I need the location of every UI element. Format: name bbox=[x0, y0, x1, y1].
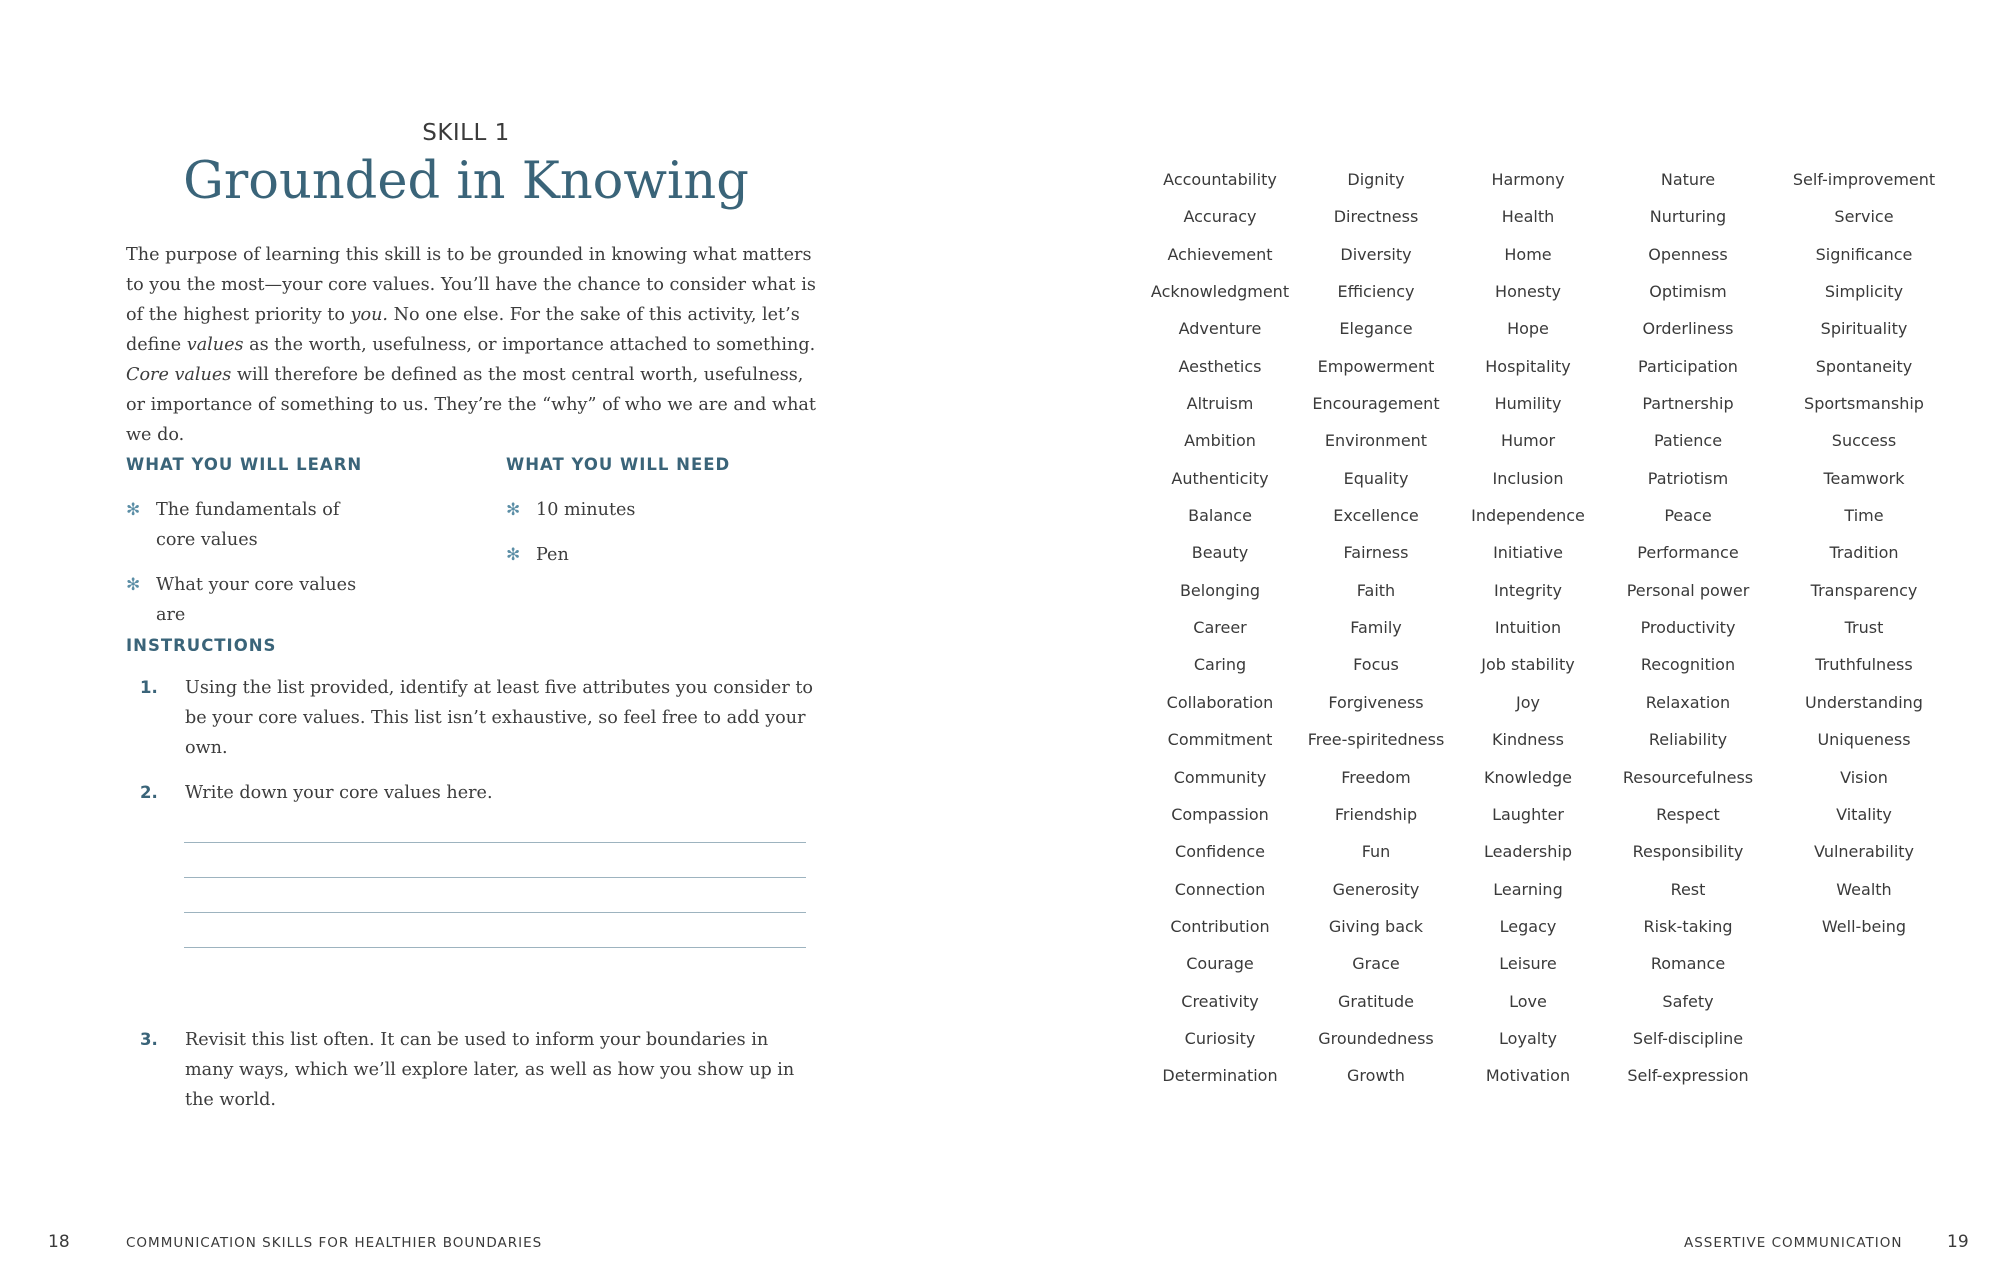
value-item: Aesthetics bbox=[1178, 356, 1262, 376]
value-item: Faith bbox=[1356, 580, 1396, 600]
value-item: Dignity bbox=[1347, 170, 1405, 189]
value-item: Vision bbox=[1840, 767, 1888, 787]
value-item: Adventure bbox=[1178, 319, 1262, 339]
value-item: Empowerment bbox=[1317, 356, 1435, 376]
step-item: 3. Revisit this list often. It can be used to inform your boundaries in many ways, which we’ll explore later, as well as how you show up in the world. bbox=[140, 1030, 795, 1110]
value-item: Uniqueness bbox=[1817, 730, 1911, 750]
value-item: Curiosity bbox=[1184, 1028, 1256, 1048]
learn-list bbox=[126, 495, 386, 630]
value-item: Diversity bbox=[1340, 244, 1412, 264]
value-item: Tradition bbox=[1829, 543, 1899, 563]
value-item: Hope bbox=[1507, 319, 1549, 339]
value-item: Respect bbox=[1656, 804, 1720, 824]
asterisk-icon: ✻ bbox=[126, 500, 141, 520]
value-item: Career bbox=[1193, 618, 1247, 638]
value-item: Connection bbox=[1174, 879, 1266, 899]
page-number: 19 bbox=[1947, 1232, 1969, 1252]
value-item: Forgiveness bbox=[1328, 692, 1424, 712]
value-item: Grace bbox=[1352, 954, 1400, 974]
value-item: Resourcefulness bbox=[1622, 767, 1754, 787]
value-item: Compassion bbox=[1171, 804, 1269, 824]
value-item: Initiative bbox=[1493, 543, 1563, 563]
intro-paragraph: The purpose of learning this skill is to be grounded in knowing what matters to you the most—your core values. You’ll have the chance to consider what is of the highest priority to you. No one else. For the sake of this activity, let’s define values as the worth, usefulness, or importance attached to something. Core values will therefore be defined as the most central worth, usefulness, or importance of something to us. They’re the “why” of who we are and what we do. bbox=[126, 245, 816, 445]
value-item: Self-discipline bbox=[1632, 1028, 1744, 1048]
list-item: ✻ 10 minutes bbox=[506, 495, 806, 525]
value-item: Truthfulness bbox=[1815, 655, 1913, 675]
value-item: Free-spiritedness bbox=[1307, 730, 1445, 750]
instructions-heading: INSTRUCTIONS bbox=[126, 636, 277, 655]
writing-line bbox=[184, 843, 806, 878]
step-item: 2. Write down your core values here. bbox=[140, 783, 493, 803]
value-item: Romance bbox=[1650, 954, 1726, 974]
value-item: Time bbox=[1844, 506, 1884, 526]
list-item: ✻ Pen bbox=[506, 540, 806, 570]
value-item: Leadership bbox=[1484, 842, 1572, 862]
value-item: Self-improvement bbox=[1792, 170, 1936, 189]
value-item: Personal power bbox=[1626, 580, 1750, 600]
value-item: Partnership bbox=[1642, 394, 1734, 414]
value-item: Loyalty bbox=[1499, 1028, 1557, 1048]
value-item: Patriotism bbox=[1647, 468, 1729, 488]
value-item: Laughter bbox=[1492, 804, 1564, 824]
value-item: Nurturing bbox=[1649, 207, 1727, 227]
value-item: Independence bbox=[1471, 506, 1585, 526]
value-item: Recognition bbox=[1640, 655, 1736, 675]
value-item: Reliability bbox=[1648, 730, 1728, 750]
value-item: Nature bbox=[1660, 170, 1716, 189]
value-item: Ambition bbox=[1184, 431, 1256, 451]
value-item: Focus bbox=[1353, 655, 1399, 675]
value-item: Hospitality bbox=[1485, 356, 1571, 376]
running-head: ASSERTIVE COMMUNICATION bbox=[1684, 1235, 1903, 1251]
value-item: Caring bbox=[1193, 655, 1247, 675]
value-item: Excellence bbox=[1333, 506, 1419, 526]
value-item: Growth bbox=[1347, 1066, 1405, 1086]
value-item: Honesty bbox=[1495, 282, 1561, 302]
value-item: Service bbox=[1834, 207, 1894, 227]
asterisk-icon: ✻ bbox=[126, 575, 141, 595]
value-item: Motivation bbox=[1485, 1066, 1571, 1086]
learn-heading: WHAT YOU WILL LEARN bbox=[126, 455, 363, 474]
value-item: Peace bbox=[1664, 506, 1712, 526]
value-item: Elegance bbox=[1339, 319, 1413, 339]
list-item: ✻ What your core values are bbox=[126, 570, 386, 630]
value-item: Efficiency bbox=[1337, 282, 1415, 302]
page-title: Grounded in Knowing bbox=[183, 152, 749, 211]
value-item: Freedom bbox=[1341, 767, 1411, 787]
value-item: Risk-taking bbox=[1643, 916, 1733, 936]
values-column bbox=[1604, 169, 1772, 1103]
value-item: Humor bbox=[1500, 431, 1556, 451]
need-heading: WHAT YOU WILL NEED bbox=[506, 455, 731, 474]
value-item: Confidence bbox=[1175, 842, 1265, 862]
value-item: Balance bbox=[1188, 506, 1252, 526]
values-list bbox=[1140, 169, 1956, 1103]
value-item: Friendship bbox=[1334, 804, 1418, 824]
value-item: Success bbox=[1831, 431, 1897, 451]
list-item: ✻ The fundamentals of core values bbox=[126, 495, 386, 555]
value-item: Job stability bbox=[1481, 655, 1575, 675]
page-number: 18 bbox=[48, 1232, 70, 1252]
value-item: Well-being bbox=[1821, 916, 1907, 936]
value-item: Significance bbox=[1815, 244, 1913, 264]
value-item: Transparency bbox=[1810, 580, 1918, 600]
value-item: Inclusion bbox=[1492, 468, 1564, 488]
writing-line bbox=[184, 913, 806, 948]
writing-line bbox=[184, 808, 806, 843]
value-item: Family bbox=[1350, 618, 1402, 638]
value-item: Kindness bbox=[1492, 730, 1564, 750]
value-item: Vulnerability bbox=[1813, 842, 1915, 862]
step-item: 1. Using the list provided, identify at least five attributes you consider to be your core values. This list isn’t exhaustive, so feel free to add your own. bbox=[140, 678, 813, 758]
value-item: Understanding bbox=[1805, 692, 1923, 712]
value-item: Encouragement bbox=[1312, 394, 1440, 414]
value-item: Simplicity bbox=[1824, 282, 1904, 302]
value-item: Orderliness bbox=[1642, 319, 1734, 339]
value-item: Teamwork bbox=[1823, 468, 1905, 488]
value-item: Accountability bbox=[1163, 170, 1277, 189]
value-item: Determination bbox=[1162, 1066, 1278, 1086]
value-item: Knowledge bbox=[1484, 767, 1572, 787]
value-item: Beauty bbox=[1191, 543, 1249, 563]
value-item: Equality bbox=[1343, 468, 1409, 488]
value-item: Joy bbox=[1516, 692, 1540, 712]
value-item: Directness bbox=[1333, 207, 1419, 227]
value-item: Fairness bbox=[1343, 543, 1409, 563]
value-item: Trust bbox=[1844, 618, 1884, 638]
value-item: Leisure bbox=[1499, 954, 1557, 974]
writing-line bbox=[184, 878, 806, 913]
value-item: Learning bbox=[1493, 879, 1563, 899]
value-item: Giving back bbox=[1328, 916, 1424, 936]
value-item: Spirituality bbox=[1820, 319, 1908, 339]
running-head: COMMUNICATION SKILLS FOR HEALTHIER BOUNDARIES bbox=[126, 1235, 543, 1251]
value-item: Participation bbox=[1638, 356, 1738, 376]
value-item: Collaboration bbox=[1166, 692, 1274, 712]
value-item: Altruism bbox=[1186, 394, 1254, 414]
value-item: Home bbox=[1504, 244, 1552, 264]
value-item: Acknowledgment bbox=[1150, 282, 1290, 302]
value-item: Legacy bbox=[1499, 916, 1557, 936]
values-column bbox=[1452, 169, 1604, 1103]
value-item: Sportsmanship bbox=[1804, 394, 1924, 414]
value-item: Gratitude bbox=[1338, 991, 1414, 1011]
value-item: Community bbox=[1173, 767, 1267, 787]
value-item: Commitment bbox=[1167, 730, 1273, 750]
value-item: Relaxation bbox=[1645, 692, 1731, 712]
values-column bbox=[1772, 169, 1956, 1103]
value-item: Openness bbox=[1648, 244, 1728, 264]
value-item: Generosity bbox=[1332, 879, 1420, 899]
value-item: Harmony bbox=[1491, 170, 1565, 189]
value-item: Belonging bbox=[1179, 580, 1261, 600]
value-item: Contribution bbox=[1170, 916, 1270, 936]
values-column bbox=[1140, 169, 1300, 1103]
right-page bbox=[1000, 0, 2000, 1283]
value-item: Intuition bbox=[1494, 618, 1562, 638]
value-item: Health bbox=[1501, 207, 1555, 227]
asterisk-icon: ✻ bbox=[506, 545, 521, 565]
value-item: Environment bbox=[1324, 431, 1428, 451]
value-item: Achievement bbox=[1167, 244, 1273, 264]
need-list bbox=[506, 495, 806, 570]
value-item: Love bbox=[1509, 991, 1547, 1011]
value-item: Spontaneity bbox=[1815, 356, 1913, 376]
value-item: Accuracy bbox=[1183, 207, 1257, 227]
value-item: Vitality bbox=[1836, 804, 1892, 824]
value-item: Authenticity bbox=[1171, 468, 1269, 488]
value-item: Integrity bbox=[1494, 580, 1562, 600]
value-item: Responsibility bbox=[1632, 842, 1744, 862]
value-item: Courage bbox=[1186, 954, 1254, 974]
value-item: Groundedness bbox=[1318, 1028, 1434, 1048]
value-item: Productivity bbox=[1640, 618, 1736, 638]
values-column bbox=[1300, 169, 1452, 1103]
value-item: Self-expression bbox=[1627, 1066, 1749, 1086]
value-item: Rest bbox=[1670, 879, 1706, 899]
value-item: Fun bbox=[1361, 842, 1391, 862]
value-item: Creativity bbox=[1181, 991, 1259, 1011]
value-item: Safety bbox=[1662, 991, 1714, 1011]
value-item: Humility bbox=[1494, 394, 1562, 414]
write-lines bbox=[184, 808, 806, 948]
value-item: Optimism bbox=[1649, 282, 1727, 302]
value-item: Performance bbox=[1637, 543, 1739, 563]
skill-label: SKILL 1 bbox=[422, 120, 510, 146]
asterisk-icon: ✻ bbox=[506, 500, 521, 520]
value-item: Wealth bbox=[1836, 879, 1892, 899]
value-item: Patience bbox=[1653, 431, 1723, 451]
